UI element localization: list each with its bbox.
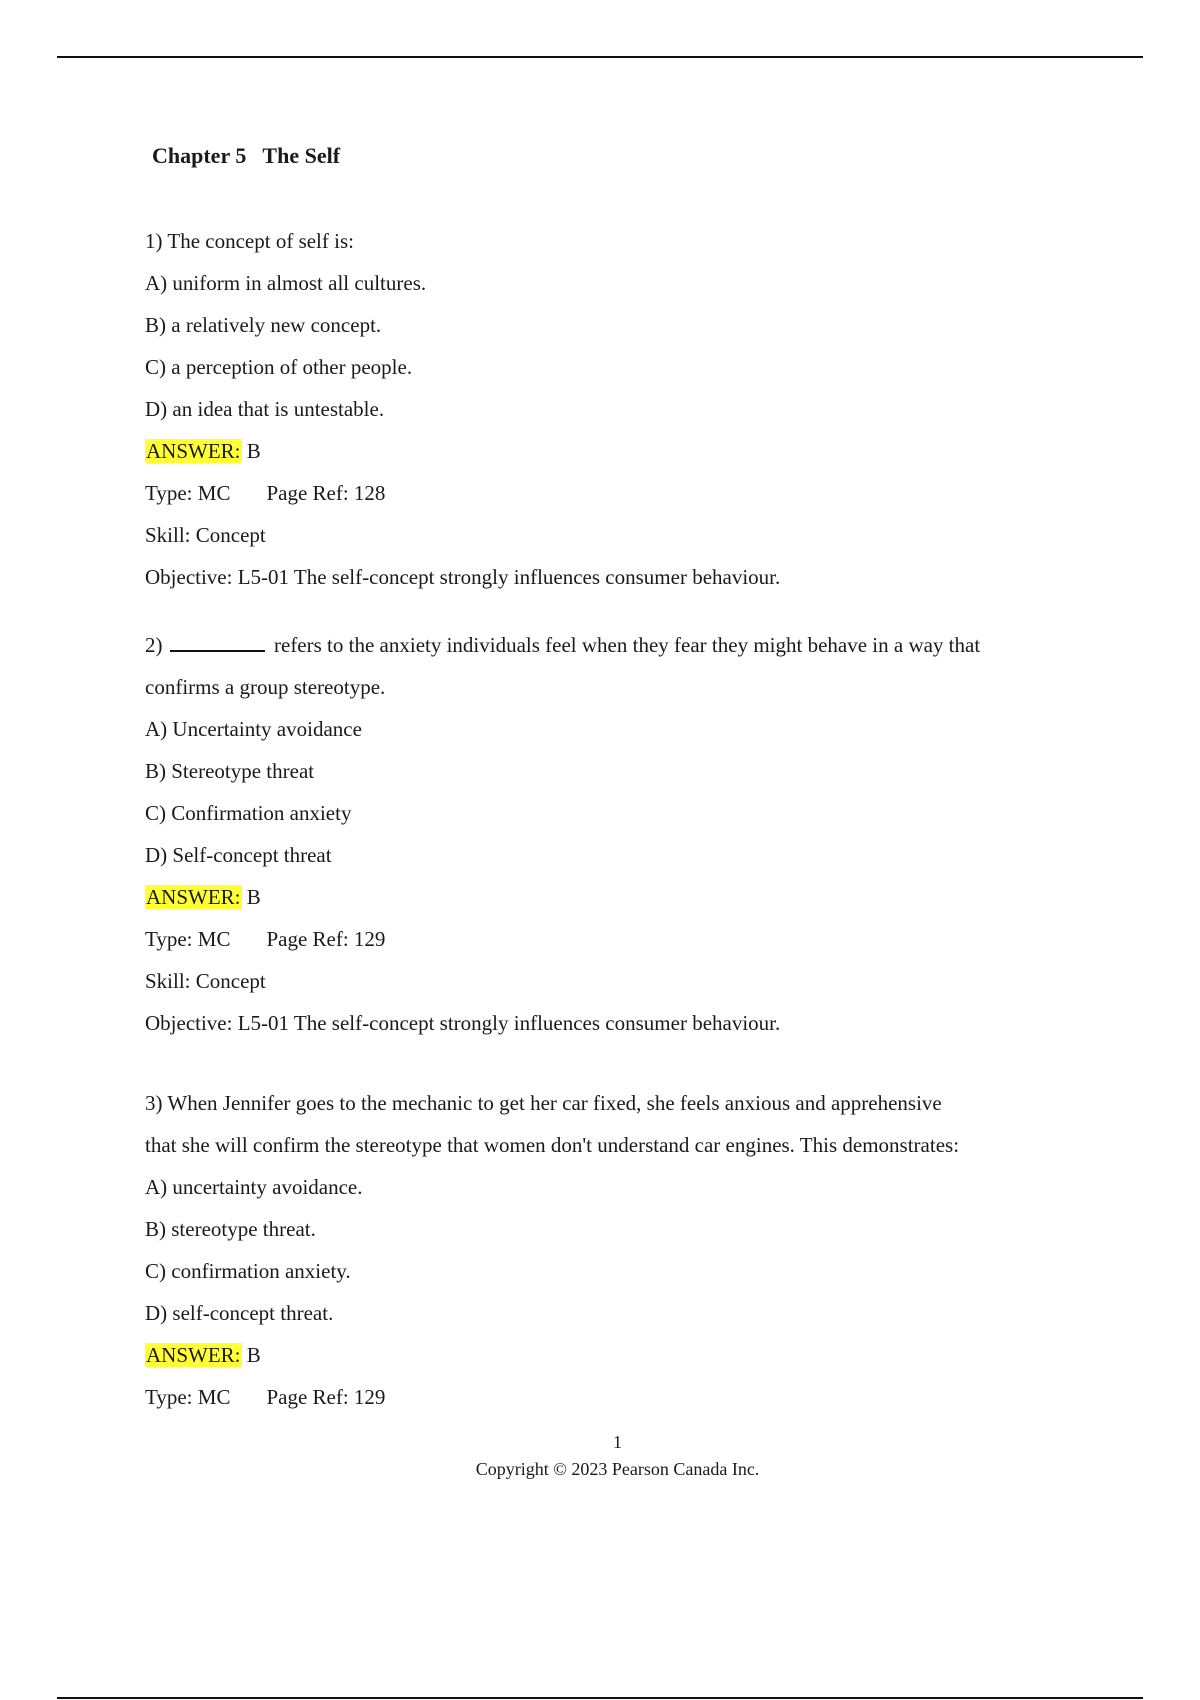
question-type: Type: MC xyxy=(145,481,231,505)
question-stem xyxy=(145,1082,1095,1124)
answer-label: ANSWER: xyxy=(146,885,241,909)
answer-line xyxy=(145,1334,1095,1376)
option-a: A) Uncertainty avoidance xyxy=(145,717,362,741)
objective-line: Objective: L5-01 The self-concept strongly influences consumer behaviour. xyxy=(145,565,781,589)
question-1 xyxy=(145,220,1095,598)
question-stem xyxy=(145,220,1095,262)
skill-line: Skill: Concept xyxy=(145,969,266,993)
page-ref: Page Ref: 129 xyxy=(266,1385,386,1409)
meta-line xyxy=(145,1376,1095,1418)
answer-value: B xyxy=(246,885,261,909)
option-d: D) an idea that is untestable. xyxy=(145,397,385,421)
question-type: Type: MC xyxy=(145,1385,231,1409)
question-2 xyxy=(145,624,1095,1044)
objective-line: Objective: L5-01 The self-concept strongly influences consumer behaviour. xyxy=(145,1011,781,1035)
option-a: A) uncertainty avoidance. xyxy=(145,1175,363,1199)
question-number: 1) xyxy=(145,229,163,253)
answer-line xyxy=(145,430,1095,472)
question-text-line1: refers to the anxiety individuals feel when they fear they might behave in a way that xyxy=(274,633,981,657)
page-ref: Page Ref: 129 xyxy=(266,927,386,951)
option-b: B) a relatively new concept. xyxy=(145,313,382,337)
answer-label: ANSWER: xyxy=(146,439,241,463)
answer-line xyxy=(145,876,1095,918)
chapter-title: Chapter 5 The Self xyxy=(152,143,341,168)
question-text-line2: confirms a group stereotype. xyxy=(145,675,386,699)
top-rule xyxy=(57,56,1143,58)
question-3 xyxy=(145,1082,1095,1418)
question-stem xyxy=(145,624,1095,666)
question-number: 2) xyxy=(145,633,163,657)
option-d: D) self-concept threat. xyxy=(145,1301,334,1325)
question-text: The concept of self is: xyxy=(167,229,354,253)
skill-line: Skill: Concept xyxy=(145,523,266,547)
document-body xyxy=(145,140,1095,1418)
option-a: A) uniform in almost all cultures. xyxy=(145,271,427,295)
question-type: Type: MC xyxy=(145,927,231,951)
answer-value: B xyxy=(246,439,261,463)
fill-in-blank xyxy=(170,630,265,652)
meta-line xyxy=(145,918,1095,960)
page-number: 1 xyxy=(613,1432,622,1452)
answer-value: B xyxy=(246,1343,261,1367)
option-d: D) Self-concept threat xyxy=(145,843,332,867)
copyright-notice: Copyright © 2023 Pearson Canada Inc. xyxy=(475,1459,760,1479)
option-b: B) Stereotype threat xyxy=(145,759,315,783)
meta-line xyxy=(145,472,1095,514)
option-c: C) confirmation anxiety. xyxy=(145,1259,351,1283)
question-text-line1: When Jennifer goes to the mechanic to get her car fixed, she feels anxious and apprehensive xyxy=(167,1091,942,1115)
question-number: 3) xyxy=(145,1091,163,1115)
option-b: B) stereotype threat. xyxy=(145,1217,316,1241)
bottom-rule xyxy=(57,1697,1143,1699)
answer-label: ANSWER: xyxy=(146,1343,241,1367)
option-c: C) a perception of other people. xyxy=(145,355,413,379)
page-ref: Page Ref: 128 xyxy=(266,481,386,505)
question-text-line2: that she will confirm the stereotype that women don't understand car engines. This demonstrates: xyxy=(145,1133,960,1157)
option-c: C) Confirmation anxiety xyxy=(145,801,352,825)
